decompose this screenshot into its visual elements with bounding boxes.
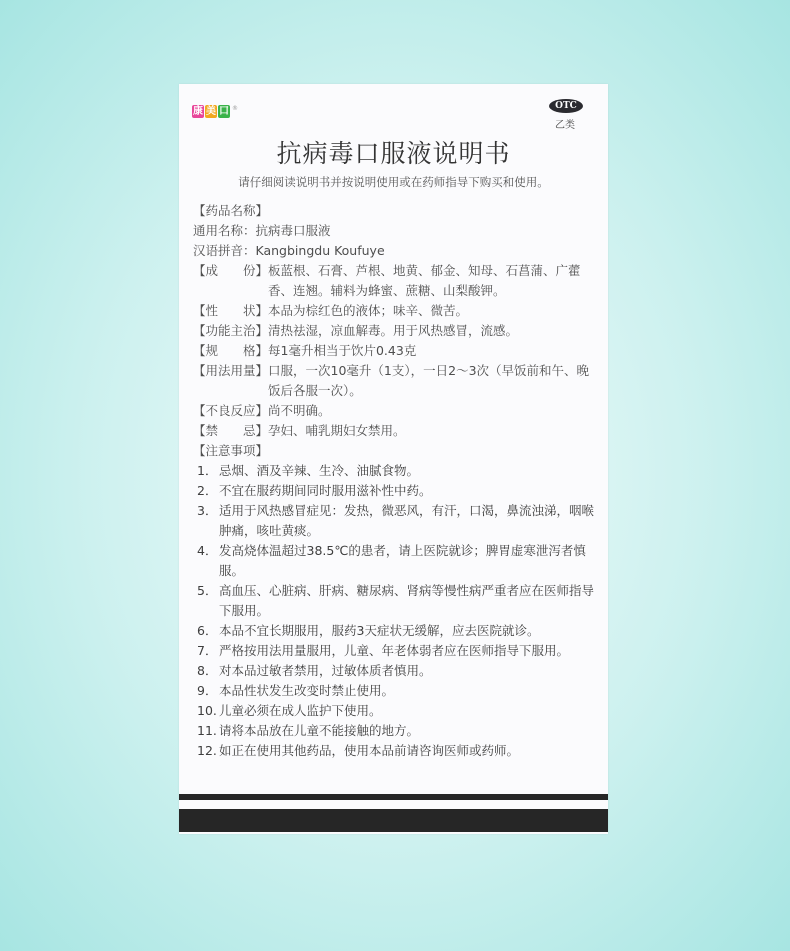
note-number: 5． (197, 583, 218, 598)
field-label: 【性 状】 (193, 303, 269, 318)
field-value: 板蓝根、石膏、芦根、地黄、郁金、知母、石菖蒲、广藿香、连翘。辅料为蜂蜜、蔗糖、山梨酸钾。 (268, 263, 581, 298)
brand-char: 康 (193, 106, 203, 117)
notes-header: 【注意事项】 (193, 443, 269, 458)
field-value: 每1毫升相当于饮片0.43克 (268, 343, 417, 358)
section-drug-name: 【药品名称】 (193, 203, 269, 218)
note-number: 1． (197, 463, 218, 478)
field-dosage (193, 361, 598, 401)
page-title: 抗病毒口服液说明书 (276, 139, 511, 168)
field-appearance (193, 301, 598, 321)
notes-list (193, 461, 598, 761)
note-text: 本品性状发生改变时禁止使用。 (219, 683, 395, 698)
generic-name: 通用名称：抗病毒口服液 (193, 223, 331, 238)
instruction-sheet (179, 84, 608, 834)
note-number: 11. (197, 723, 217, 738)
field-label: 【成 份】 (193, 263, 269, 278)
pinyin-name: 汉语拼音：Kangbingdu Koufuye (193, 243, 385, 258)
note-number: 4． (197, 543, 218, 558)
note-number: 3． (197, 503, 218, 518)
note-item (197, 641, 598, 661)
note-text: 请将本品放在儿童不能接触的地方。 (219, 723, 420, 738)
note-text: 忌烟、酒及辛辣、生冷、油腻食物。 (219, 463, 420, 478)
note-number: 7． (197, 643, 218, 658)
field-label: 【禁 忌】 (193, 423, 269, 438)
field-specification (193, 341, 598, 361)
document-body (193, 201, 598, 761)
note-text: 如正在使用其他药品，使用本品前请咨询医师或药师。 (219, 743, 520, 758)
otc-class: 乙类 (555, 120, 575, 131)
field-ingredients (193, 261, 598, 301)
note-item (197, 721, 598, 741)
note-item (197, 501, 598, 541)
note-number: 8． (197, 663, 218, 678)
brand-char: 口 (219, 106, 229, 117)
page-subtitle: 请仔细阅读说明书并按说明使用或在药师指导下购买和使用。 (238, 175, 549, 189)
field-adverse-reactions (193, 401, 598, 421)
note-text: 对本品过敏者禁用，过敏体质者慎用。 (219, 663, 432, 678)
footer-band (179, 809, 608, 832)
note-text: 高血压、心脏病、肝病、糖尿病、肾病等慢性病严重者应在医师指导下服用。 (219, 583, 595, 618)
note-number: 9． (197, 683, 218, 698)
note-text: 发高烧体温超过38.5℃的患者，请上医院就诊；脾胃虚寒泄泻者慎服。 (219, 543, 586, 578)
note-item (197, 541, 598, 581)
note-text: 严格按用法用量服用，儿童、年老体弱者应在医师指导下服用。 (219, 643, 570, 658)
field-value: 孕妇、哺乳期妇女禁用。 (268, 423, 406, 438)
note-number: 12. (197, 743, 217, 758)
field-value: 口服，一次10毫升（1支），一日2～3次（早饭前和午、晚饭后各服一次）。 (268, 363, 590, 398)
note-text: 本品不宜长期服用，服药3天症状无缓解，应去医院就诊。 (219, 623, 540, 638)
note-item (197, 581, 598, 621)
registered-mark: ® (232, 105, 238, 112)
otc-badge: OTC (549, 99, 583, 113)
field-label: 【规 格】 (193, 343, 269, 358)
note-item (197, 621, 598, 641)
note-item (197, 701, 598, 721)
note-number: 2． (197, 483, 218, 498)
note-number: 6． (197, 623, 218, 638)
brand-char: 美 (206, 106, 216, 117)
note-number: 10. (197, 703, 217, 718)
note-text: 儿童必须在成人监护下使用。 (219, 703, 382, 718)
field-contraindications (193, 421, 598, 441)
note-item (197, 681, 598, 701)
note-text: 适用于风热感冒症见：发热，微恶风，有汗，口渴，鼻流浊涕，咽喉肿痛，咳吐黄痰。 (219, 503, 595, 538)
note-item (197, 481, 598, 501)
field-indications (193, 321, 598, 341)
note-item (197, 661, 598, 681)
brand-logo (192, 105, 238, 118)
footer-rule (179, 794, 608, 800)
note-text: 不宜在服药期间同时服用滋补性中药。 (219, 483, 432, 498)
field-label: 【用法用量】 (193, 363, 269, 378)
field-label: 【功能主治】 (193, 323, 269, 338)
field-label: 【不良反应】 (193, 403, 269, 418)
field-value: 尚不明确。 (268, 403, 331, 418)
note-item (197, 461, 598, 481)
note-item (197, 741, 598, 761)
field-value: 清热祛湿，凉血解毒。用于风热感冒，流感。 (268, 323, 519, 338)
field-value: 本品为棕红色的液体；味辛、微苦。 (268, 303, 469, 318)
